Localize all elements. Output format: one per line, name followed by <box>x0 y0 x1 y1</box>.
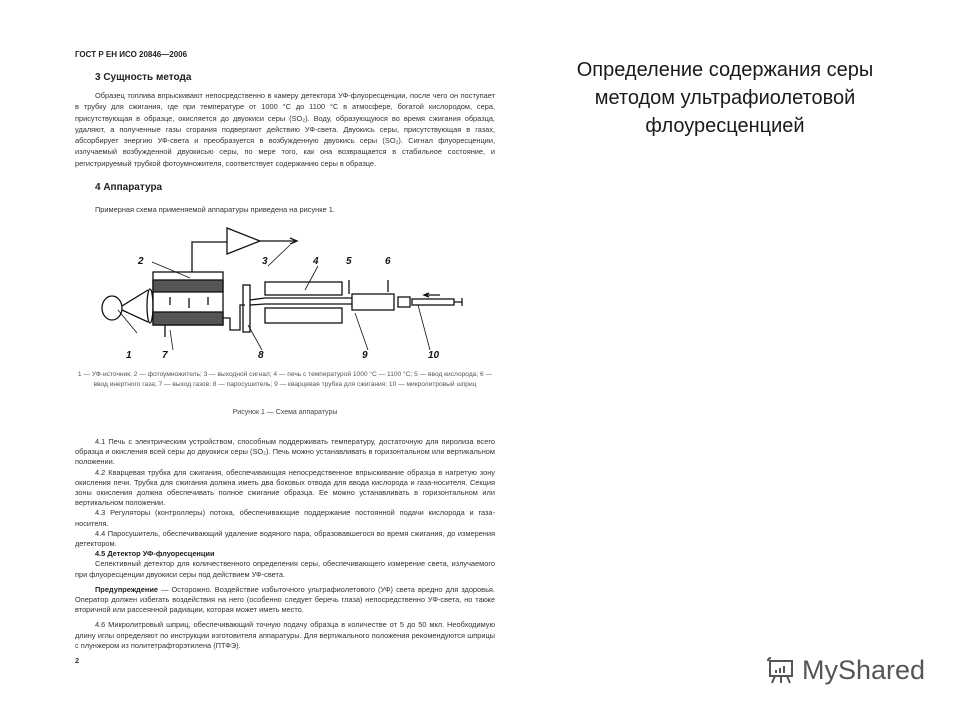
figure-label: 1 <box>126 350 132 361</box>
amplifier <box>227 228 260 254</box>
furnace-top <box>265 282 342 295</box>
section-4-heading: 4 Аппаратура <box>95 182 163 193</box>
standard-number: ГОСТ Р ЕН ИСО 20846—2006 <box>75 50 188 59</box>
figure-label: 3 <box>262 256 268 267</box>
figure-label: 2 <box>138 256 144 267</box>
paragraph-4-2: 4.2 Кварцевая трубка для сжигания, обеспечивающая непосредственное впрыскивание образца в нагретую зону окисления печи. Трубка для сжигания должна иметь два боковых отвода для ввода кислорода и газа-носителя. Секция зоны окисления должна обеспечивать полное сжигание образца. Ее можно устанавливать в горизонтальном или вертикальном положении. <box>75 467 495 508</box>
paragraph-4-5: Селективный детектор для количественного определения серы, обеспечивающего измерение света, излучаемого при флуоресценции двуокиси серы под действием УФ-света. <box>75 559 495 579</box>
figure-legend: 1 — УФ-источник; 2 — фотоумножитель; 3 — выходной сигнал; 4 — печь с температурой 1000 °С — 1100 °С; 5 — ввод кислорода; 6 — ввод инертного газа; 7 — выход газов; 8 — паросушитель; 9 — кварцевая трубка для сжигания; 10 — микролитровый шприц <box>77 371 493 388</box>
figure-label: 8 <box>258 350 264 361</box>
uv-source <box>102 296 122 320</box>
furnace-bottom <box>265 308 342 323</box>
title-line: методом ультрафиолетовой <box>594 87 856 109</box>
page-number: 2 <box>75 656 80 666</box>
figure-label: 7 <box>162 350 168 361</box>
figure-caption: Рисунок 1 — Схема аппаратуры <box>232 409 338 416</box>
paragraph-4-3: 4.3 Регуляторы (контроллеры) потока, обеспечивающие поддержание постоянной подачи кислорода и газа-носителя. <box>75 508 495 528</box>
presentation-board-icon <box>766 657 796 685</box>
section-3-text: Образец топлива впрыскивают непосредственно в камеру детектора УФ-флуоресценции, после чего он поступает в трубку для сжигания, где при температуре от 1000 °С до 1100 °С в атмосфере, богатой кислородом, сера, присутствующая в образце, окисляется до двуокиси серы (SO₂). Воду, образующуюся во время сжигания образца, удаляют, а полученные газы сгорания подвергают действию УФ-света. Двуокись серы, присутствующая в газах, абсорбирует энергию УФ-света и преобразуется в возбужденную двуокись серы (SO₂). Сигнал флуоресценции, излучаемый возбужденной двуокисью серы, по мере того, как она возвращается в стабильное состояние, и регистрируемый трубкой фотоумножителя, соответствует содержанию серы в образце. <box>75 91 495 168</box>
figure-label: 10 <box>428 350 440 361</box>
figure-label: 4 <box>313 256 319 267</box>
warning-text: — Осторожно. Воздействие избыточного ультрафиолетового (УФ) света вредно для здоровья. Оператор должен избегать воздействия на него (особенно следует беречь глаза) непосредственно УФ-света, но также вторичной или рассеянной радиации, которая может иметь место. <box>75 584 495 615</box>
paragraph-4-5-heading: 4.5 Детектор УФ-флуоресценции <box>95 549 215 559</box>
figure-label: 5 <box>346 256 352 267</box>
section-3-heading: 3 Сущность метода <box>95 72 192 83</box>
title-line: флоуресценцией <box>645 115 805 137</box>
paragraph-4-1: 4.1 Печь с электрическим устройством, способным поддерживать температуру, достаточную для пиролиза всего образца и окисления всей серы до двуокиси серы (SO₂). Печь можно устанавливать в горизонтальном или вертикальном положении. <box>75 437 495 467</box>
warning-label: Предупреждение <box>95 584 158 594</box>
syringe <box>412 299 454 305</box>
myshared-watermark <box>766 655 925 686</box>
steam-dryer <box>243 285 250 332</box>
paragraph-4-4: 4.4 Паросушитель, обеспечивающий удаление водяного пара, образовавшегося во время сжигания, до измерения детектором. <box>75 528 495 549</box>
figure-label: 6 <box>385 256 391 267</box>
figure-label: 9 <box>362 350 368 361</box>
section-4-intro: Примерная схема применяемой аппаратуры приведена на рисунке 1. <box>95 205 335 214</box>
watermark-text: MyShared <box>802 655 926 685</box>
title-line: Определение содержания серы <box>576 59 874 81</box>
paragraph-4-6: 4.6 Микролитровый шприц, обеспечивающий точную подачу образца в количестве от 5 до 50 мкл. Необходимую длину иглы определяют по инструкции изготовителя аппаратуры. Для вертикального положения рекомендуются шприцы с плунжером из политетрафторэтилена (ПТФЭ). <box>75 620 495 650</box>
quartz-tube <box>250 298 352 305</box>
